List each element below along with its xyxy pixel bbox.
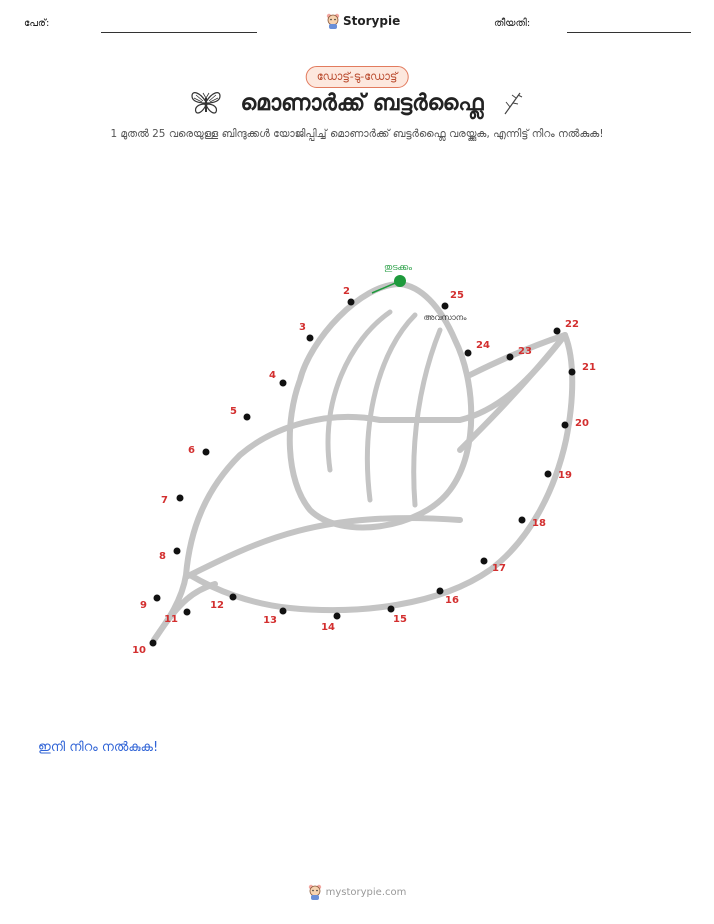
dot-24: [465, 350, 472, 357]
dot-22: [554, 328, 561, 335]
dot-19: [545, 471, 552, 478]
name-label: പേര്:: [24, 18, 50, 29]
dot-number-18: 18: [532, 518, 546, 529]
start-dot: [394, 275, 406, 287]
dot-number-11: 11: [164, 614, 178, 625]
dot-number-23: 23: [518, 346, 532, 357]
dot-number-16: 16: [445, 595, 459, 606]
dot-13: [280, 608, 287, 615]
dot-number-8: 8: [159, 551, 166, 562]
dot-17: [481, 558, 488, 565]
dot-number-10: 10: [132, 645, 146, 656]
dot-7: [177, 495, 184, 502]
dot-12: [230, 594, 237, 601]
footer-site: mystorypie.com: [325, 886, 407, 898]
page-title: മൊണാർക്ക് ബട്ടർഫ്ലൈ: [240, 90, 484, 116]
color-prompt: ഇനി നിറം നൽകുക!: [38, 740, 159, 755]
dot-number-21: 21: [582, 362, 596, 373]
dot-number-19: 19: [558, 470, 572, 481]
dot-number-3: 3: [299, 322, 306, 333]
dot-number-6: 6: [188, 445, 195, 456]
dot-2: [348, 299, 355, 306]
dot-20: [562, 422, 569, 429]
activity-badge: ഡോട്ട്-ടു-ഡോട്ട്: [306, 66, 409, 88]
end-label: അവസാനം: [423, 313, 467, 322]
leaf-outline: [154, 284, 572, 640]
dot-25: [442, 303, 449, 310]
dot-15: [388, 606, 395, 613]
dot-8: [174, 548, 181, 555]
dot-5: [244, 414, 251, 421]
dot-number-2: 2: [343, 286, 350, 297]
start-label: തുടക്കം: [383, 263, 413, 273]
dot-number-5: 5: [230, 406, 237, 417]
dot-number-20: 20: [575, 418, 589, 429]
footer: [0, 884, 714, 900]
dot-11: [184, 609, 191, 616]
dot-number-25: 25: [450, 290, 464, 301]
dot-10: [150, 640, 157, 647]
dot-number-7: 7: [161, 495, 168, 506]
dot-4: [280, 380, 287, 387]
dot-number-15: 15: [393, 614, 407, 625]
dot-21: [569, 369, 576, 376]
footer-mascot-icon: [308, 884, 322, 900]
date-label: തീയതി:: [494, 18, 531, 29]
dot-number-14: 14: [321, 622, 335, 633]
dot-14: [334, 613, 341, 620]
dot-3: [307, 335, 314, 342]
dot-16: [437, 588, 444, 595]
dot-number-17: 17: [492, 563, 506, 574]
instructions-text: 1 മുതൽ 25 വരെയുള്ള ബിന്ദുക്കൾ യോജിപ്പിച്ച് മൊണാർക്ക് ബട്ടർഫ്ലൈ വരയ്ക്കുക, എന്നിട്ട് നിറം നൽകുക!: [110, 128, 604, 140]
dot-9: [154, 595, 161, 602]
dot-23: [507, 354, 514, 361]
brand-name: Storypie: [343, 14, 401, 28]
dot-number-4: 4: [269, 370, 276, 381]
dot-number-9: 9: [140, 600, 147, 611]
dot-number-24: 24: [476, 340, 490, 351]
dot-6: [203, 449, 210, 456]
dot-layer: [132, 286, 596, 656]
dot-18: [519, 517, 526, 524]
dot-number-12: 12: [210, 600, 224, 611]
dot-number-13: 13: [263, 615, 277, 626]
dot-number-22: 22: [565, 319, 579, 330]
